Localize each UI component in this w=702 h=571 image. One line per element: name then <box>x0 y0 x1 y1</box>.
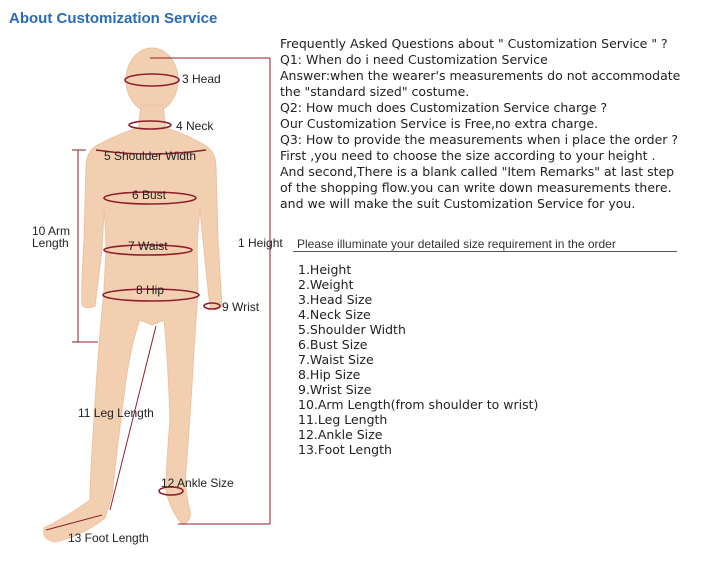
list-item: 12.Ankle Size <box>298 427 383 442</box>
shoulder-width-label: 5 Shoulder Width <box>104 149 197 163</box>
faq-a3-line4: and we will make the suit Customization Service for you. <box>280 196 636 211</box>
faq-q1: Q1: When do i need Customization Service <box>280 52 548 67</box>
list-item: 5.Shoulder Width <box>298 322 406 337</box>
waist-label: 7 Waist <box>128 239 168 253</box>
faq-q3: Q3: How to provide the measurements when i place the order ? <box>280 132 679 147</box>
list-item: 9.Wrist Size <box>298 382 372 397</box>
note-divider <box>293 251 677 252</box>
faq-a1-line2: the "standard sized" costume. <box>280 84 470 99</box>
wrist-label: 9 Wrist <box>222 300 260 314</box>
faq-heading: Frequently Asked Questions about " Customization Service " ? <box>280 36 668 51</box>
faq-a3-line2: And second,There is a blank called "Item Remarks" at last step <box>280 164 675 179</box>
faq-q2: Q2: How much does Customization Service charge ? <box>280 100 608 115</box>
section-title: About Customization Service <box>9 10 218 27</box>
faq-a3-line3: of the shopping flow.you can write down measurements there. <box>280 180 672 195</box>
measurement-list <box>298 262 538 457</box>
leg-length-label: 11 Leg Length <box>78 406 154 420</box>
height-label: 1 Height <box>238 236 283 250</box>
list-item: 4.Neck Size <box>298 307 371 322</box>
hip-label: 8 Hip <box>136 283 165 297</box>
list-item: 1.Height <box>298 262 352 277</box>
list-item: 3.Head Size <box>298 292 373 307</box>
ankle-size-label: 12 Ankle Size <box>161 476 234 490</box>
neck-label: 4 Neck <box>176 119 214 133</box>
faq-a2: Our Customization Service is Free,no extra charge. <box>280 116 599 131</box>
list-item: 2.Weight <box>298 277 354 292</box>
list-item: 13.Foot Length <box>298 442 392 457</box>
bust-label: 6 Bust <box>132 188 167 202</box>
list-item: 11.Leg Length <box>298 412 388 427</box>
arm-length-label-line2: Length <box>32 236 69 250</box>
faq-block <box>280 36 700 212</box>
foot-length-label: 13 Foot Length <box>68 531 149 545</box>
head-label: 3 Head <box>182 72 221 86</box>
list-item: 7.Waist Size <box>298 352 374 367</box>
list-item: 10.Arm Length(from shoulder to wrist) <box>298 397 539 412</box>
faq-a1-line1: Answer:when the wearer's measurements do not accommodate <box>280 68 681 83</box>
arm-length-label-line1: 10 Arm <box>32 224 71 238</box>
faq-a3-line1: First ,you need to choose the size according to your height . <box>280 148 656 163</box>
list-item: 8.Hip Size <box>298 367 361 382</box>
list-item: 6.Bust Size <box>298 337 368 352</box>
size-requirement-note: Please illuminate your detailed size requirement in the order <box>297 237 616 251</box>
